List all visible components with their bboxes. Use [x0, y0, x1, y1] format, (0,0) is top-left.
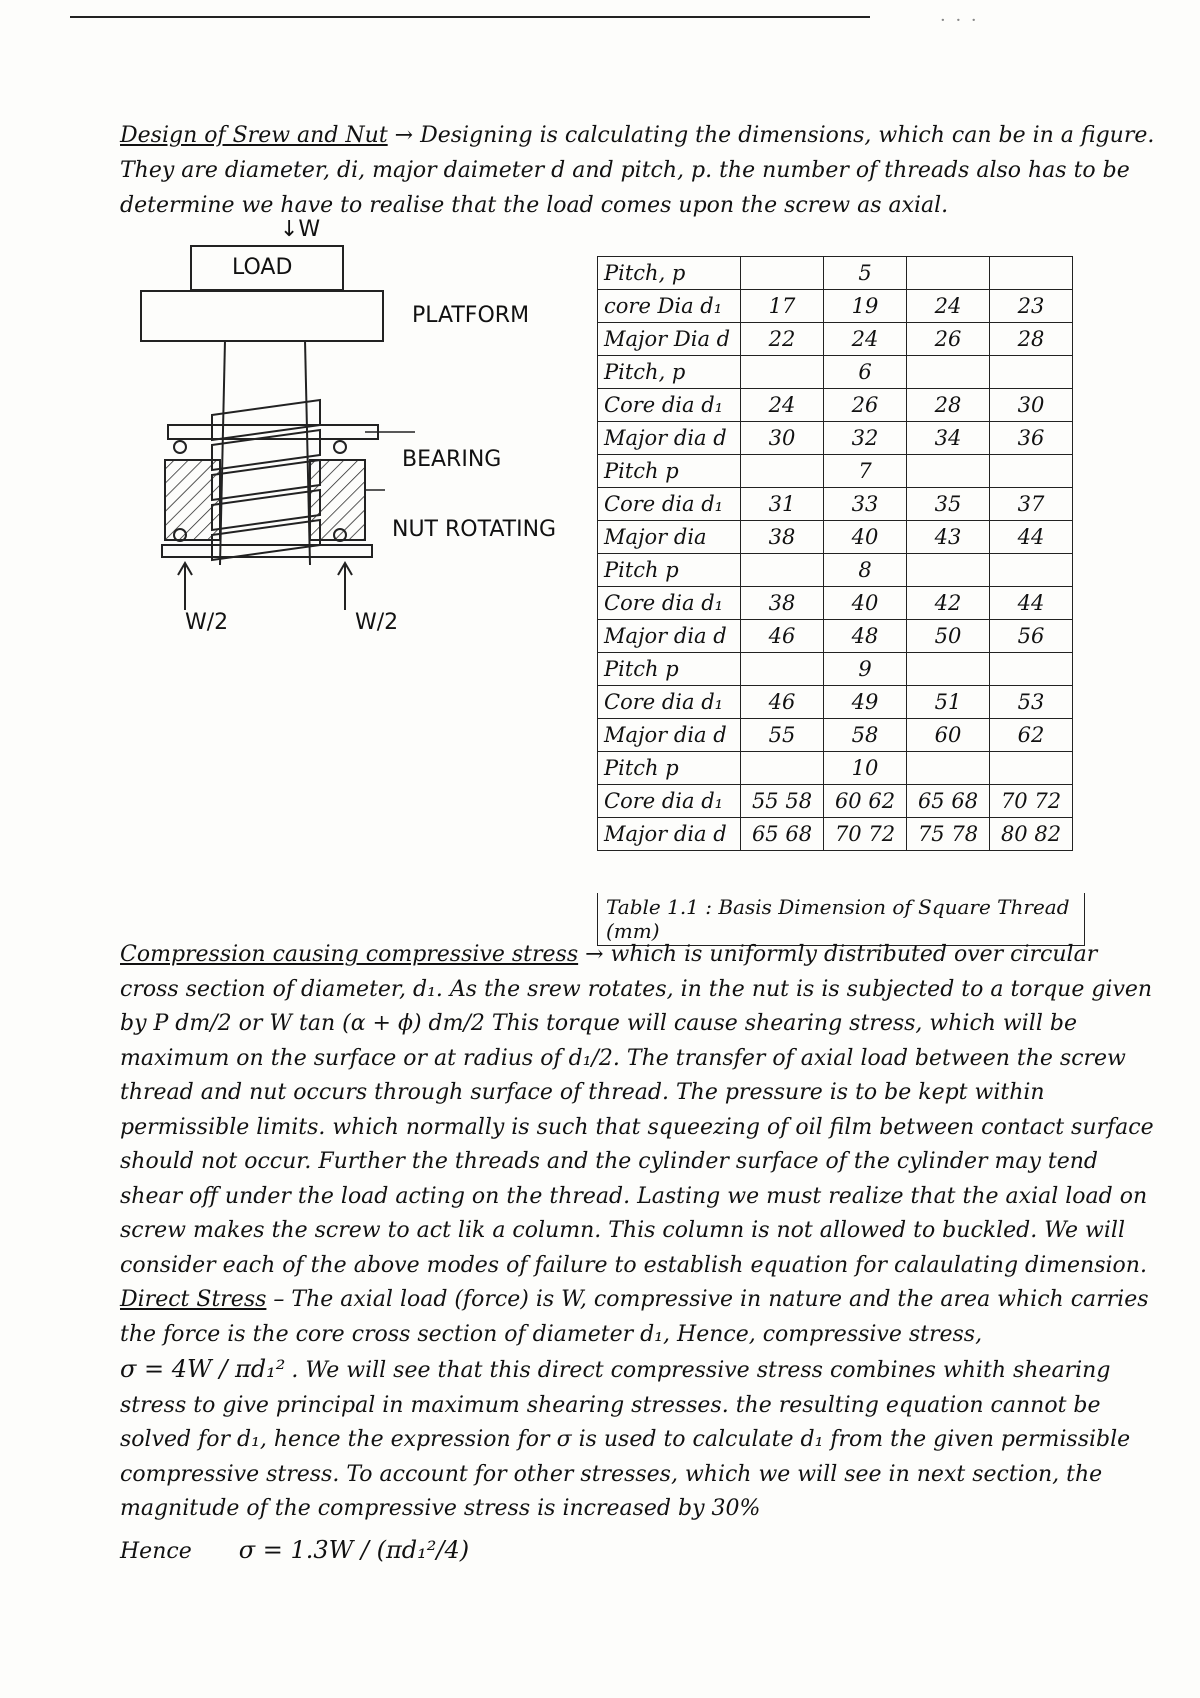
increased-stress-equation: σ = 1.3W / (πd₁²/4): [238, 1535, 470, 1564]
major-value-cell: 62: [990, 719, 1073, 752]
core-value-cell: 33: [824, 488, 907, 521]
platform-label: PLATFORM: [412, 303, 530, 328]
table-row-major: [598, 422, 1073, 455]
major-value-cell: 36: [990, 422, 1073, 455]
pitch-label-cell: Pitch, p: [598, 356, 741, 389]
table-row-pitch: [598, 653, 1073, 686]
table-cell: [907, 455, 990, 488]
intro-text: → Designing is calculating the dimensions, which can be in a figure. They are diameter, di, major daimeter d and pitch, p. the number of threads also has to be determine we have to realise that the load comes upon the screw as axial.: [120, 123, 1155, 218]
major-value-cell: 32: [824, 422, 907, 455]
continuation-text: . We will see that this direct compressive stress combines whith shearing stress to give principal in maximum shearing stresses. the resulting equation cannot be solved for d₁, hence the expression for σ is used to calculate d₁ from the given permissible compressive stress. To account for other stresses, which we will see in next section, the magnitude of the compressive stress is increased by 30%: [120, 1358, 1131, 1521]
pitch-value-cell: 8: [824, 554, 907, 587]
hence-line: [120, 1533, 1160, 1570]
core-label-cell: Core dia d₁: [598, 785, 741, 818]
major-value-cell: 38: [741, 521, 824, 554]
pitch-label-cell: Pitch, p: [598, 257, 741, 290]
core-value-cell: 35: [907, 488, 990, 521]
core-value-cell: 30: [990, 389, 1073, 422]
direct-stress-text: – The axial load (force) is W, compressive in nature and the area which carries the force is the core cross section of diameter d₁, Hence, compressive stress,: [120, 1287, 1149, 1347]
core-value-cell: 70 72: [990, 785, 1073, 818]
major-label-cell: Major dia d: [598, 620, 741, 653]
bearing-label: BEARING: [402, 447, 502, 472]
table-cell: [741, 356, 824, 389]
thread-dimension-table: [597, 256, 1073, 851]
major-value-cell: 24: [824, 323, 907, 356]
core-value-cell: 49: [824, 686, 907, 719]
core-value-cell: 24: [741, 389, 824, 422]
table-row-major: [598, 323, 1073, 356]
major-label-cell: Major dia: [598, 521, 741, 554]
table-row-pitch: [598, 752, 1073, 785]
compressive-stress-equation: σ = 4W / πd₁²: [120, 1355, 286, 1383]
major-label-cell: Major dia d: [598, 818, 741, 851]
table-cell: [907, 752, 990, 785]
core-value-cell: 60 62: [824, 785, 907, 818]
pitch-value-cell: 6: [824, 356, 907, 389]
table-row-major: [598, 719, 1073, 752]
table-cell: [990, 455, 1073, 488]
core-value-cell: 44: [990, 587, 1073, 620]
core-value-cell: 38: [741, 587, 824, 620]
core-value-cell: 51: [907, 686, 990, 719]
scan-artifact: · · ·: [940, 10, 979, 31]
table-cell: [907, 554, 990, 587]
major-value-cell: 43: [907, 521, 990, 554]
pitch-label-cell: Pitch p: [598, 554, 741, 587]
table-row-core: [598, 488, 1073, 521]
table-row-core: [598, 785, 1073, 818]
major-value-cell: 26: [907, 323, 990, 356]
intro-heading: Design of Srew and Nut: [120, 123, 388, 148]
core-value-cell: 42: [907, 587, 990, 620]
major-value-cell: 40: [824, 521, 907, 554]
core-value-cell: 26: [824, 389, 907, 422]
table-cell: [907, 653, 990, 686]
core-value-cell: 23: [990, 290, 1073, 323]
table-row-core: [598, 587, 1073, 620]
core-value-cell: 28: [907, 389, 990, 422]
table-cell: [741, 554, 824, 587]
major-value-cell: 70 72: [824, 818, 907, 851]
table-cell: [907, 356, 990, 389]
major-value-cell: 28: [990, 323, 1073, 356]
core-value-cell: 46: [741, 686, 824, 719]
table-row-pitch: [598, 554, 1073, 587]
core-label-cell: core Dia d₁: [598, 290, 741, 323]
major-value-cell: 55: [741, 719, 824, 752]
major-value-cell: 50: [907, 620, 990, 653]
major-label-cell: Major Dia d: [598, 323, 741, 356]
table-row-pitch: [598, 455, 1073, 488]
major-value-cell: 58: [824, 719, 907, 752]
table-caption: Table 1.1 : Basis Dimension of Square Thread (mm): [597, 893, 1085, 946]
core-value-cell: 24: [907, 290, 990, 323]
table-row-pitch: [598, 356, 1073, 389]
table-row-core: [598, 389, 1073, 422]
core-value-cell: 17: [741, 290, 824, 323]
direct-stress-continuation: [120, 1352, 1160, 1527]
pitch-label-cell: Pitch p: [598, 455, 741, 488]
core-value-cell: 65 68: [907, 785, 990, 818]
table-row-major: [598, 620, 1073, 653]
pitch-value-cell: 9: [824, 653, 907, 686]
table-row-core: [598, 686, 1073, 719]
major-value-cell: 48: [824, 620, 907, 653]
core-label-cell: Core dia d₁: [598, 389, 741, 422]
core-label-cell: Core dia d₁: [598, 488, 741, 521]
direct-stress-heading: Direct Stress: [120, 1287, 267, 1312]
major-value-cell: 44: [990, 521, 1073, 554]
core-value-cell: 31: [741, 488, 824, 521]
major-value-cell: 34: [907, 422, 990, 455]
pitch-value-cell: 10: [824, 752, 907, 785]
core-value-cell: 55 58: [741, 785, 824, 818]
screw-jack-diagram: [140, 217, 570, 685]
major-label-cell: Major dia d: [598, 422, 741, 455]
table-row-major: [598, 521, 1073, 554]
core-value-cell: 53: [990, 686, 1073, 719]
pitch-value-cell: 7: [824, 455, 907, 488]
major-value-cell: 75 78: [907, 818, 990, 851]
pitch-label-cell: Pitch p: [598, 752, 741, 785]
nut-label: NUT ROTATING: [392, 517, 557, 542]
left-reaction-label: W/2: [185, 610, 229, 635]
core-label-cell: Core dia d₁: [598, 587, 741, 620]
major-label-cell: Major dia d: [598, 719, 741, 752]
table-row-core: [598, 290, 1073, 323]
load-label: LOAD: [232, 255, 293, 280]
table-cell: [741, 752, 824, 785]
load-arrow-label: ↓W: [280, 217, 321, 242]
pitch-label-cell: Pitch p: [598, 653, 741, 686]
table-row-pitch: [598, 257, 1073, 290]
table-cell: [990, 653, 1073, 686]
table-cell: [990, 257, 1073, 290]
table-row-major: [598, 818, 1073, 851]
major-value-cell: 80 82: [990, 818, 1073, 851]
table-cell: [741, 455, 824, 488]
right-reaction-label: W/2: [355, 610, 399, 635]
major-value-cell: 22: [741, 323, 824, 356]
major-value-cell: 60: [907, 719, 990, 752]
intro-paragraph: [120, 118, 1160, 223]
table-cell: [990, 356, 1073, 389]
top-rule: [70, 16, 870, 18]
major-value-cell: 46: [741, 620, 824, 653]
table-cell: [907, 257, 990, 290]
hence-label: Hence: [120, 1538, 192, 1564]
core-value-cell: 40: [824, 587, 907, 620]
core-value-cell: 19: [824, 290, 907, 323]
table-cell: [990, 752, 1073, 785]
body-text: [120, 938, 1160, 1569]
major-value-cell: 30: [741, 422, 824, 455]
table-cell: [990, 554, 1073, 587]
pitch-value-cell: 5: [824, 257, 907, 290]
table-cell: [741, 653, 824, 686]
major-value-cell: 56: [990, 620, 1073, 653]
table-cell: [741, 257, 824, 290]
compression-heading: Compression causing compressive stress: [120, 942, 579, 967]
compression-paragraph: [120, 938, 1160, 1283]
compression-text: → which is uniformly distributed over circular cross section of diameter, d₁. As the srew rotates, in the nut is is subjected to a torque given by P dm/2 or W tan (α + ϕ) dm/2 This torque will cause shearing stress, which will be maximum on the surface or at radius of d₁/2. The transfer of axial load between the screw thread and nut occurs through surface of thread. The pressure is to be kept within permissible limits. which normally is such that squeezing of oil film between contact surface should not occur. Further the threads and the cylinder surface of the cylinder may tend shear off under the load acting on the thread. Lasting we must realize that the axial load on screw makes the screw to act lik a column. This column is not allowed to buckled. We will consider each of the above modes of failure to establish equation for calaulating dimension.: [120, 942, 1154, 1278]
core-label-cell: Core dia d₁: [598, 686, 741, 719]
core-value-cell: 37: [990, 488, 1073, 521]
major-value-cell: 65 68: [741, 818, 824, 851]
direct-stress-paragraph: [120, 1283, 1160, 1352]
